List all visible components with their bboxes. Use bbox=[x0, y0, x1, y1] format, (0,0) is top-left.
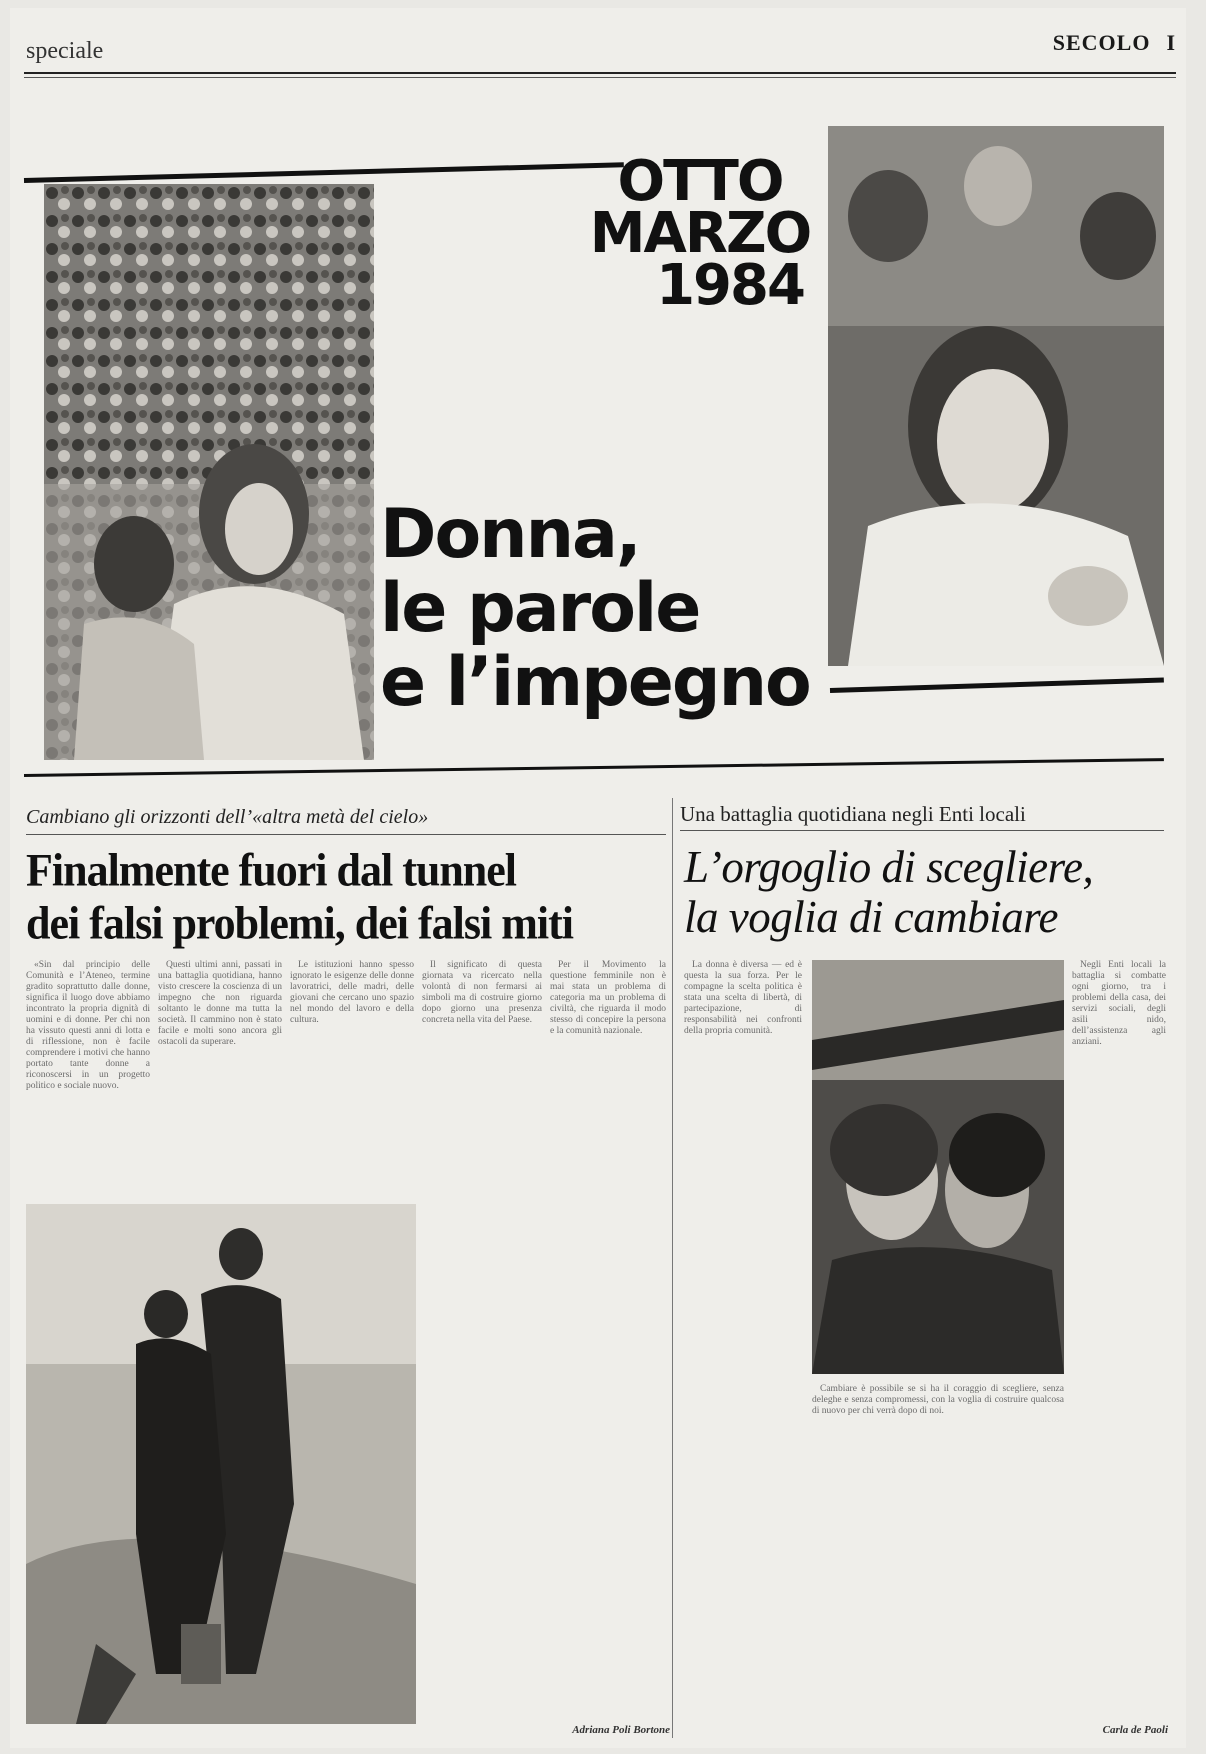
right-kicker-rule bbox=[680, 830, 1164, 831]
right-column-3-text: Cambiare è possibile se si ha il coraggio di scegliere, senza deleghe e senza compromessi, con la voglia di costruire qualcosa di nuovo per chi verrà dopo di noi. bbox=[812, 1384, 1064, 1416]
left-column-5-text: Per il Movimento la questione femminile non è mai stata un problema di categoria ma un problema di civiltà, che riguarda il modo stesso di concepire la persona e la comunità nazionale. bbox=[550, 960, 666, 1036]
banner-top-rule bbox=[24, 162, 624, 183]
right-column-2-text: Negli Enti locali la battaglia si combatte ogni giorno, tra i problemi della casa, dei servizi sociali, degli asili nido, dell’assistenza agli anziani. bbox=[1072, 960, 1166, 1047]
crowd-photo bbox=[44, 184, 374, 760]
left-title-line-2: dei falsi problemi, dei falsi miti bbox=[26, 897, 573, 949]
left-title-line-1: Finalmente fuori dal tunnel bbox=[26, 844, 517, 896]
section-label: speciale bbox=[26, 38, 104, 64]
article-divider bbox=[672, 798, 673, 1738]
left-column-2-text: Questi ultimi anni, passati in una battaglia quotidiana, hanno visto crescere la coscienza di un impegno che non riguarda soltanto le donne ma tutta la società. Il cammino non è stato facile e molti sono ancora gli ostacoli da superare. bbox=[158, 960, 282, 1047]
left-kicker: Cambiano gli orizzonti dell’«altra metà del cielo» bbox=[26, 806, 429, 828]
left-column-4 bbox=[422, 960, 542, 1720]
left-kicker-rule bbox=[26, 834, 666, 835]
banner-bottom-rule-left bbox=[24, 758, 1164, 777]
right-column-3 bbox=[812, 1384, 1064, 1720]
left-column-5 bbox=[550, 960, 666, 1720]
left-byline: Adriana Poli Bortone bbox=[572, 1724, 670, 1736]
banner-bottom-rule-right bbox=[830, 678, 1164, 693]
left-column-1-text: «Sin dal principio delle Comunità e l’Ateneo, termine gradito soprattutto dalle donne, significa il luogo dove abbiamo incontrato la propria dignità di uomini e di donne. Per chi non ha vissuto questi anni di lotta e di riflessione, non è facile comprendere i motivi che hanno portato tante donne a riconoscersi in un progetto politico e sociale nuovo. bbox=[26, 960, 150, 1091]
dancing-couple-photo bbox=[26, 1204, 416, 1724]
left-column-3-text: Le istituzioni hanno spesso ignorato le esigenze delle donne lavoratrici, delle madri, delle giovani che cercano uno spazio nel mondo del lavoro e della cultura. bbox=[290, 960, 414, 1025]
headline-line-3: e l’impegno bbox=[380, 643, 810, 722]
masthead bbox=[1053, 30, 1176, 56]
right-column-2 bbox=[1072, 960, 1166, 1720]
page-number: I bbox=[1166, 30, 1176, 55]
right-title bbox=[684, 842, 1164, 942]
woman-photo bbox=[828, 126, 1164, 666]
date-line-2: MARZO bbox=[589, 201, 811, 266]
left-column-4-text: Il significato di questa giornata va ricercato nella volontà di non fermarsi ai simboli ma di costruire giorno dopo giorno una presenza concreta nella vita del Paese. bbox=[422, 960, 542, 1025]
date-line-3: 1984 bbox=[656, 253, 804, 318]
main-headline bbox=[380, 495, 850, 722]
right-byline: Carla de Paoli bbox=[1102, 1724, 1168, 1736]
right-column-1 bbox=[684, 960, 802, 1720]
right-title-line-1: L’orgoglio di scegliere, bbox=[684, 842, 1094, 892]
right-column-1-text: La donna è diversa — ed è questa la sua forza. Per le compagne la scelta politica è stata una scelta di libertà, di partecipazione, di responsabilità nei confronti della propria comunità. bbox=[684, 960, 802, 1036]
date-line-1: OTTO bbox=[617, 149, 783, 214]
left-title bbox=[26, 844, 676, 950]
paper-name: SECOLO bbox=[1052, 30, 1151, 55]
right-kicker: Una battaglia quotidiana negli Enti locali bbox=[680, 802, 1026, 826]
left-column-1 bbox=[26, 960, 150, 1174]
newspaper-page bbox=[10, 8, 1186, 1748]
headline-line-2: le parole bbox=[380, 569, 700, 648]
left-column-2 bbox=[158, 960, 282, 1174]
header-rule bbox=[24, 72, 1176, 74]
headline-line-1: Donna, bbox=[380, 495, 640, 574]
right-title-line-2: la voglia di cambiare bbox=[684, 892, 1059, 942]
header-rule-thin bbox=[24, 77, 1176, 78]
left-column-3 bbox=[290, 960, 414, 1174]
couple-portrait-photo bbox=[812, 960, 1064, 1374]
date-headline bbox=[570, 149, 830, 318]
